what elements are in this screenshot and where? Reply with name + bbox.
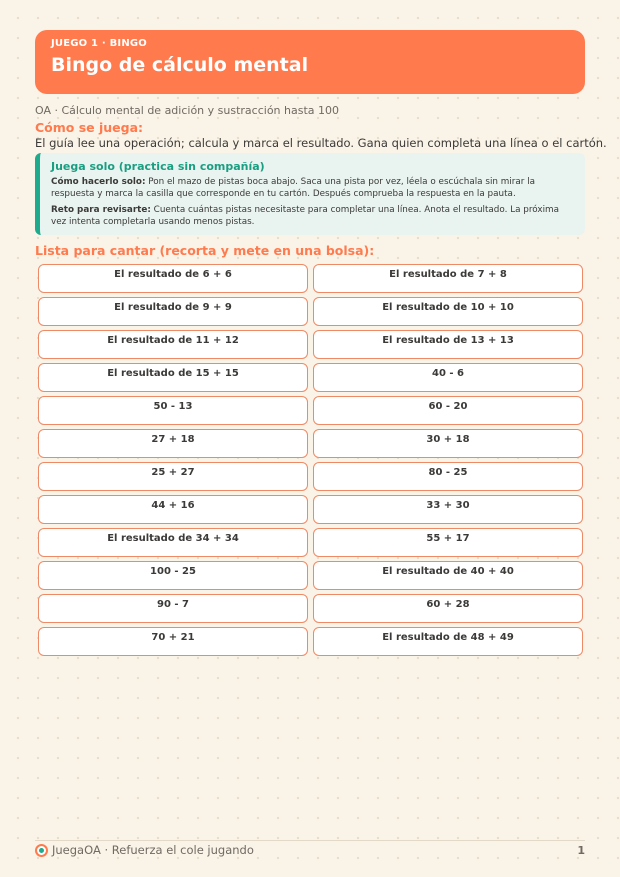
call-card: 70 + 21 (38, 627, 308, 656)
call-card: El resultado de 7 + 8 (313, 264, 583, 293)
call-card: 55 + 17 (313, 528, 583, 557)
call-card: El resultado de 13 + 13 (313, 330, 583, 359)
learning-objective: OA · Cálculo mental de adición y sustracción hasta 100 (35, 104, 340, 117)
call-card: El resultado de 15 + 15 (38, 363, 308, 392)
call-card: 30 + 18 (313, 429, 583, 458)
call-card: 100 - 25 (38, 561, 308, 590)
footer-divider (35, 840, 585, 841)
call-card: El resultado de 6 + 6 (38, 264, 308, 293)
brand-logo-icon (35, 844, 48, 857)
call-card: 44 + 16 (38, 495, 308, 524)
call-card: 60 - 20 (313, 396, 583, 425)
call-card: El resultado de 48 + 49 (313, 627, 583, 656)
call-list-heading: Lista para cantar (recorta y mete en una bolsa): (35, 243, 375, 258)
call-card-grid (38, 264, 583, 656)
call-card: El resultado de 9 + 9 (38, 297, 308, 326)
solo-play-box (35, 153, 585, 235)
page-number: 1 (577, 844, 585, 857)
call-card: 90 - 7 (38, 594, 308, 623)
footer-brand: JuegaOA · Refuerza el cole jugando (52, 843, 254, 857)
game-header (35, 30, 585, 94)
call-card: El resultado de 11 + 12 (38, 330, 308, 359)
call-card: 80 - 25 (313, 462, 583, 491)
solo-challenge-paragraph (51, 204, 573, 228)
call-card: 60 + 28 (313, 594, 583, 623)
solo-challenge-label: Reto para revisarte: (51, 205, 151, 215)
footer (35, 843, 254, 857)
call-card: 50 - 13 (38, 396, 308, 425)
page-title: Bingo de cálculo mental (51, 54, 309, 76)
howto-text: El guía lee una operación; calcula y marca el resultado. Gana quien completa una línea o el cartón. (35, 136, 607, 150)
solo-how-text: Pon el mazo de pistas boca abajo. Saca una pista por vez, léela o escúchala sin mirar la respuesta y marca la casilla que corresponde en tu cartón. Después comprueba la respuesta en la pauta. (51, 177, 536, 199)
call-card: 27 + 18 (38, 429, 308, 458)
solo-how-paragraph (51, 176, 573, 200)
game-kicker: JUEGO 1 · BINGO (51, 38, 148, 49)
call-card: El resultado de 40 + 40 (313, 561, 583, 590)
call-card: El resultado de 10 + 10 (313, 297, 583, 326)
call-card: 25 + 27 (38, 462, 308, 491)
solo-how-label: Cómo hacerlo solo: (51, 177, 146, 187)
solo-title: Juega solo (practica sin compañía) (51, 160, 265, 173)
howto-heading: Cómo se juega: (35, 120, 144, 135)
call-card: El resultado de 34 + 34 (38, 528, 308, 557)
call-card: 33 + 30 (313, 495, 583, 524)
call-card: 40 - 6 (313, 363, 583, 392)
solo-challenge-text: Cuenta cuántas pistas necesitaste para completar una línea. Anota el resultado. La próxima vez intenta completarla usando menos pistas. (51, 205, 560, 227)
